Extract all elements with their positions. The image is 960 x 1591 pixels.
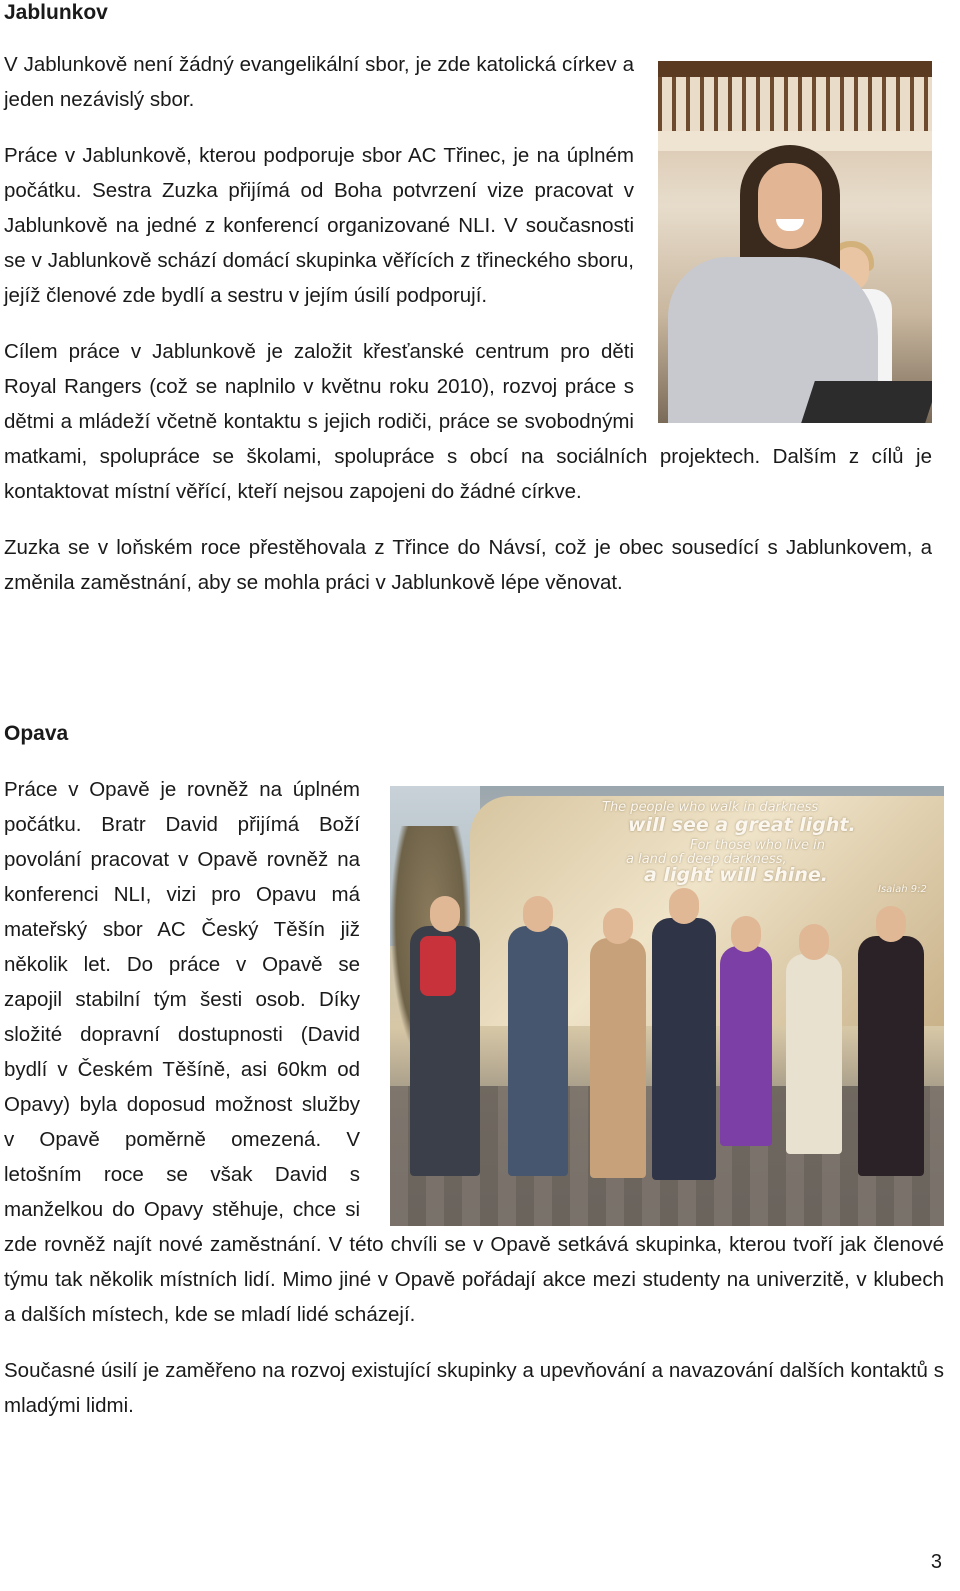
opava-paragraph-1: Práce v Opavě je rovněž na úplném počátku. Bratr David přijímá Boží povolání pracovat v Opavě rovněž na konferenci NLI, vizi pro Opavu má mateřský sbor AC Český Těšín již několik let. Do práce v Opavě se zapojil stabilní tým šesti osob. Díky složité dopravní dostupnosti (David bydlí v Českém Těšíně, asi 60km od Opavy) byla doposud možnost služby v Opavě poměrně omezená. V letošním roce se však David s manželkou do Opavy stěhuje, chce si zde rovněž najít nové zaměstnání. V této chvíli se v Opavě setkává skupinka, kterou tvoří jak členové týmu tak několik místních lidí. Mimo jiné v Opavě pořádají akce mezi studenty na univerzitě, v klubech a dalších místech, kde se mladí lidé scházejí.: [4, 778, 944, 1326]
jablunkov-paragraph-3: Cílem práce v Jablunkově je založit křesťanské centrum pro děti Royal Rangers (což se naplnilo v květnu roku 2010), rozvoj práce s dětmi a mládeží včetně kontaktu s jejich rodiči, práce se svobodnými matkami, spolupráce se školami, spolupráce s obcí na sociálních projektech. Dalším z cílů je kontaktovat místní věřící, kteří nejsou zapojeni do žádné církve.: [4, 340, 932, 503]
opava-paragraph-2: Současné úsilí je zaměřeno na rozvoj existující skupinky a upevňování a navazování dalších kontaktů s mladými lidmi.: [4, 1359, 944, 1417]
jablunkov-paragraph-2: Práce v Jablunkově, kterou podporuje sbor AC Třinec, je na úplném počátku. Sestra Zuzka přijímá od Boha potvrzení vize pracovat v Jablunkově na jedné z konferencí organizované NLI. V současnosti se v Jablunkově schází domácí skupinka věřících z třineckého sboru, jejíž členové zde bydlí a sestru v jejím úsilí podporují.: [4, 144, 634, 307]
banner-text-line-3: For those who live in: [690, 838, 825, 853]
person-figure: [720, 946, 772, 1146]
photo-group-banner: [390, 786, 944, 1226]
photo-woman-at-laptop: [658, 61, 932, 423]
child-figure: [420, 936, 456, 996]
jablunkov-paragraph-4: Zuzka se v loňském roce přestěhovala z Třince do Návsí, což je obec sousedící s Jablunkovem, a změnila zaměstnání, aby se mohla práci v Jablunkově lépe věnovat.: [4, 536, 932, 594]
person-figure: [508, 926, 568, 1176]
opava-text-block: [4, 772, 944, 1423]
banner-text-reference: Isaiah 9:2: [878, 884, 927, 895]
banner-text-line-1: The people who walk in darkness: [602, 800, 819, 815]
banner-text-line-5: a light will shine.: [644, 864, 828, 886]
section-heading-jablunkov: Jablunkov: [4, 1, 108, 24]
jablunkov-paragraph-1: V Jablunkově není žádný evangelikální sbor, je zde katolická církev a jeden nezávislý sbor.: [4, 53, 634, 111]
person-figure: [652, 918, 716, 1180]
section-heading-opava: Opava: [4, 722, 69, 745]
person-figure: [590, 938, 646, 1178]
page-number: 3: [930, 1551, 942, 1573]
person-figure: [858, 936, 924, 1176]
banner-text-line-4: a land of deep darkness,: [626, 852, 787, 867]
person-figure: [786, 954, 842, 1154]
jablunkov-text-block: [4, 47, 932, 600]
banner-text-line-2: will see a great light.: [628, 814, 856, 836]
